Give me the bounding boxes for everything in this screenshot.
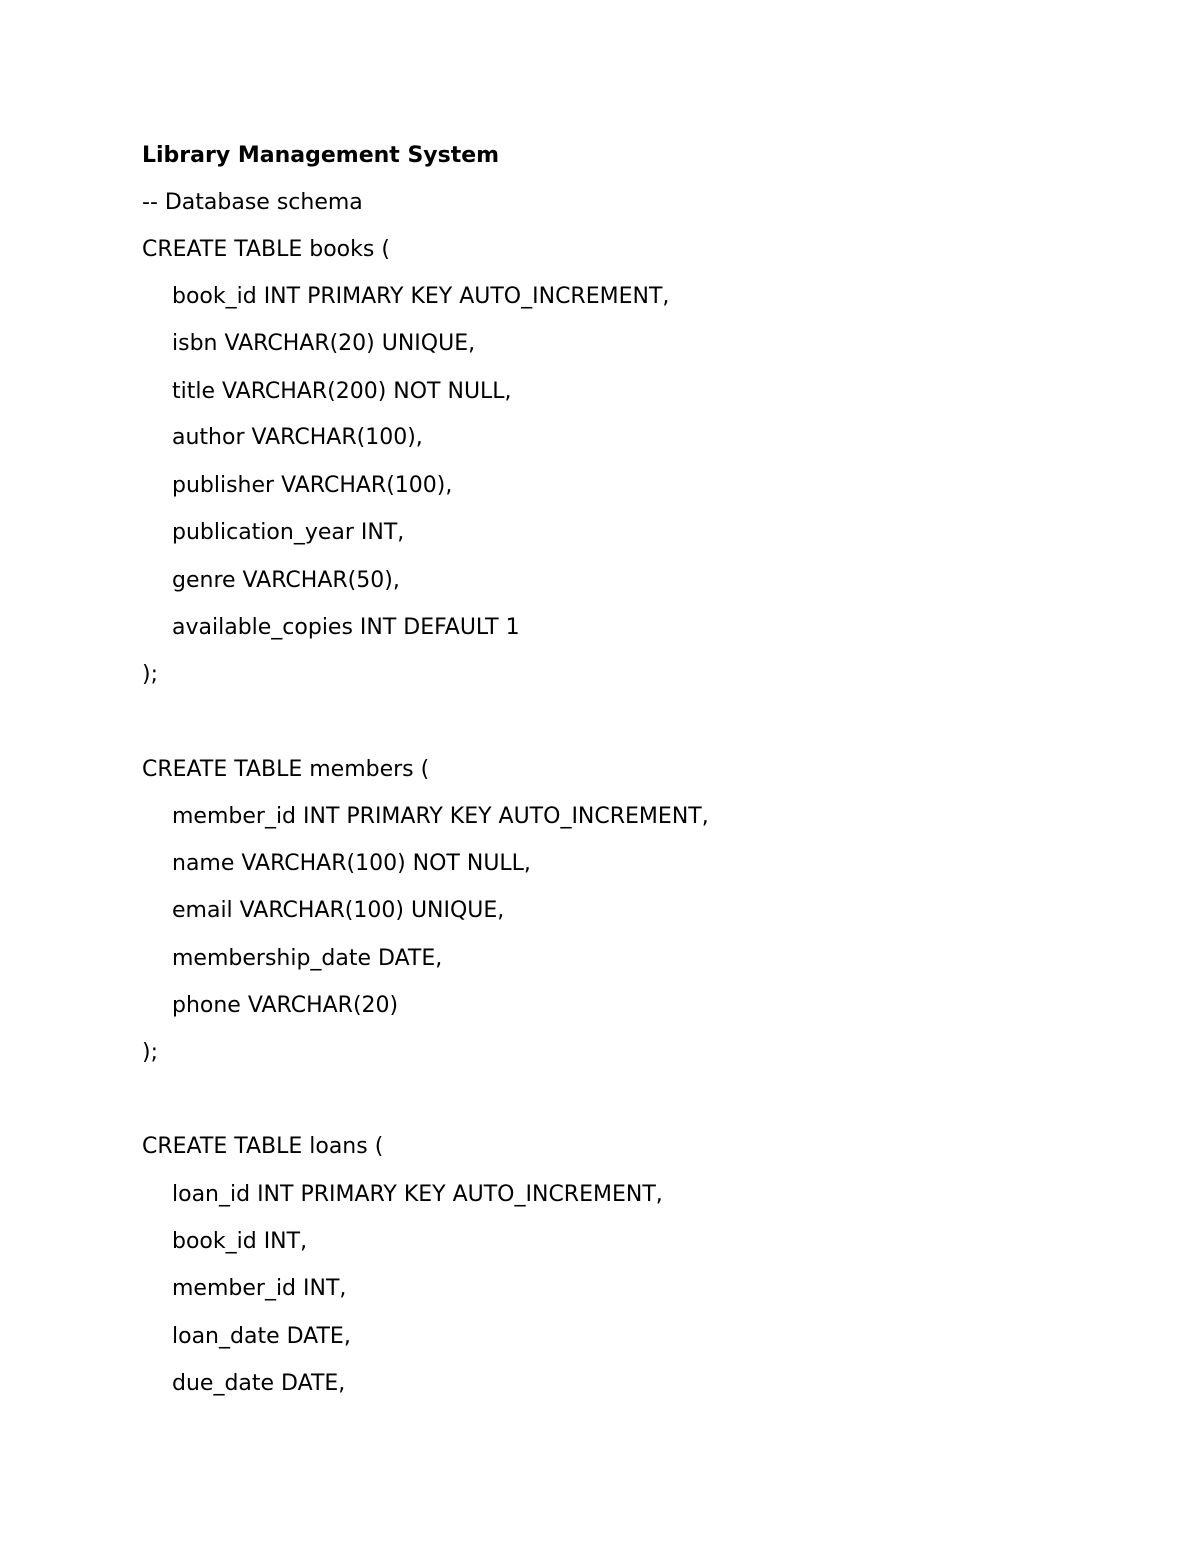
loans-column-line: loan_id INT PRIMARY KEY AUTO_INCREMENT, bbox=[172, 1182, 663, 1207]
books-column-line: publisher VARCHAR(100), bbox=[172, 473, 453, 498]
loans-column-line: loan_date DATE, bbox=[172, 1324, 351, 1349]
books-column-line: title VARCHAR(200) NOT NULL, bbox=[172, 379, 512, 404]
document-title: Library Management System bbox=[142, 143, 500, 168]
books-column-line: available_copies INT DEFAULT 1 bbox=[172, 615, 520, 640]
books-column-line: publication_year INT, bbox=[172, 520, 405, 545]
members-column-line: membership_date DATE, bbox=[172, 946, 443, 971]
books-column-line: book_id INT PRIMARY KEY AUTO_INCREMENT, bbox=[172, 284, 670, 309]
members-column-line: name VARCHAR(100) NOT NULL, bbox=[172, 851, 531, 876]
create-table-books: CREATE TABLE books ( bbox=[142, 237, 390, 262]
books-column-line: author VARCHAR(100), bbox=[172, 425, 423, 450]
books-table-close: ); bbox=[142, 662, 158, 687]
create-table-members: CREATE TABLE members ( bbox=[142, 757, 430, 782]
members-column-line: phone VARCHAR(20) bbox=[172, 993, 399, 1018]
members-column-line: member_id INT PRIMARY KEY AUTO_INCREMENT, bbox=[172, 804, 709, 829]
books-column-line: isbn VARCHAR(20) UNIQUE, bbox=[172, 331, 476, 356]
schema-comment: -- Database schema bbox=[142, 190, 363, 215]
members-column-line: email VARCHAR(100) UNIQUE, bbox=[172, 898, 505, 923]
books-column-line: genre VARCHAR(50), bbox=[172, 568, 400, 593]
create-table-loans: CREATE TABLE loans ( bbox=[142, 1134, 384, 1159]
members-table-close: ); bbox=[142, 1040, 158, 1065]
loans-column-line: member_id INT, bbox=[172, 1276, 347, 1301]
loans-column-line: due_date DATE, bbox=[172, 1371, 346, 1396]
loans-column-line: book_id INT, bbox=[172, 1229, 308, 1254]
